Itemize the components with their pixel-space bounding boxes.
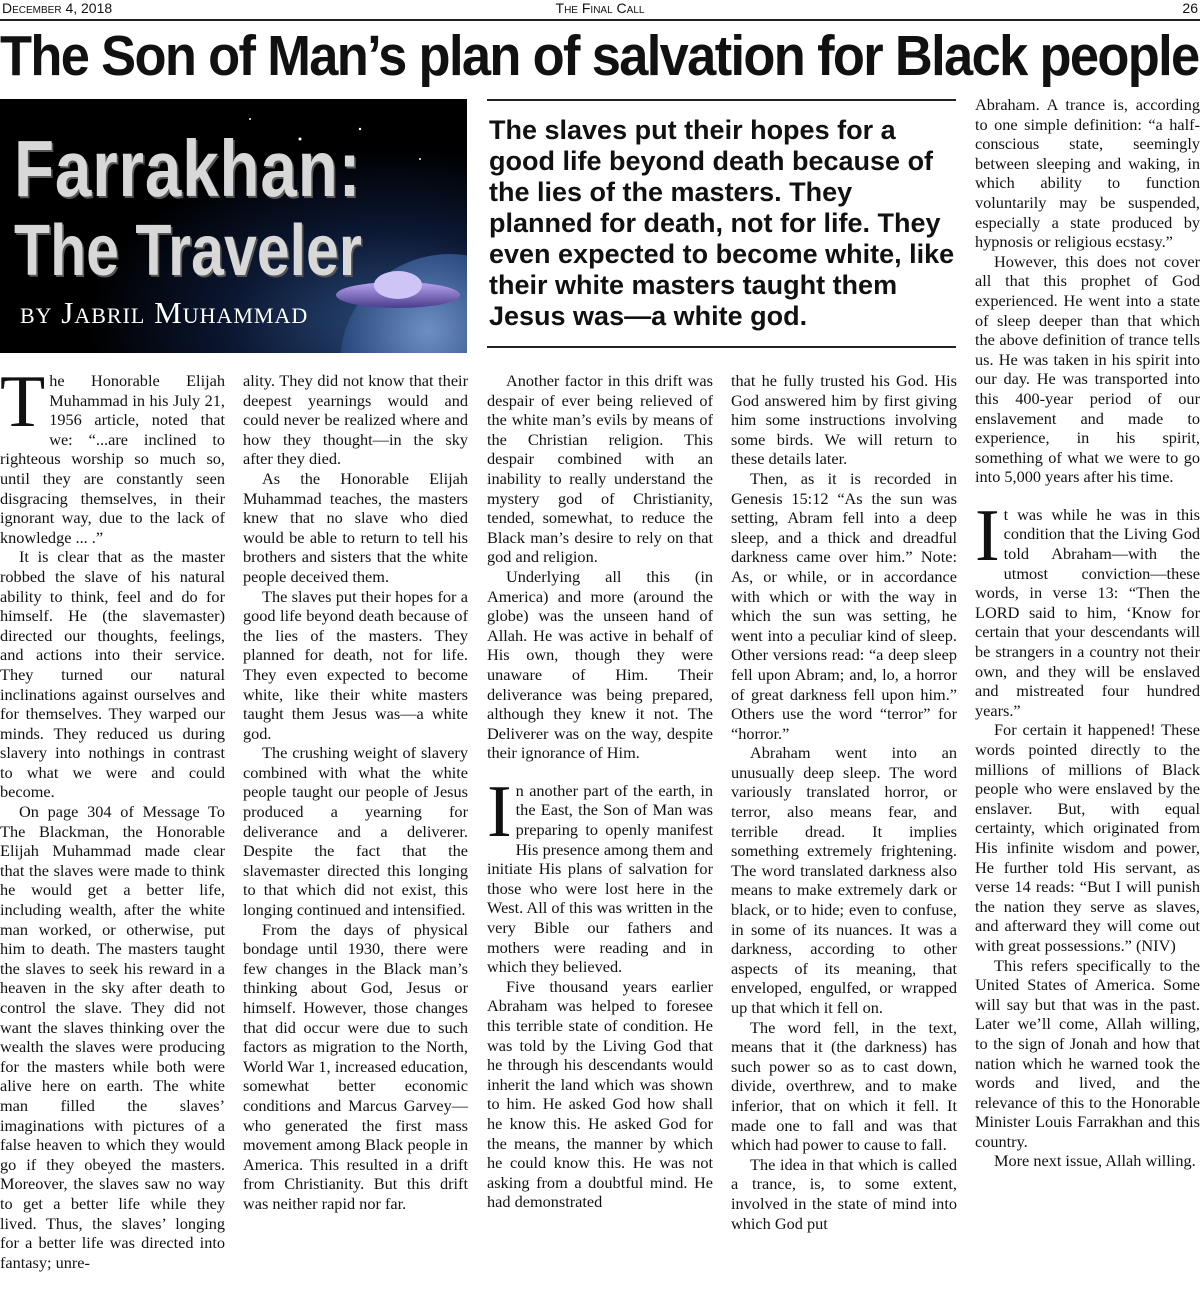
publication-name: The Final Call	[555, 0, 645, 16]
article-column-5	[975, 95, 1200, 1171]
article-paragraph	[243, 469, 468, 587]
article-paragraph	[975, 720, 1200, 955]
article-paragraph	[975, 95, 1200, 252]
article-column-2	[243, 371, 468, 1214]
article-paragraph	[975, 956, 1200, 1152]
article-column-1	[0, 361, 225, 1272]
article-column-4	[731, 371, 957, 1233]
article-paragraph	[243, 587, 468, 744]
article-paragraph	[487, 977, 713, 1212]
pull-quote	[487, 99, 956, 348]
article-paragraph	[487, 770, 713, 977]
paragraph-text: The crushing weight of slavery combined with what the white people taught our people of Jesus produced a yearning for deliverance and a deliverer. Despite the fact that the slavemaster directed this longing to that which did not exist, this longing continued and intensified.	[243, 743, 468, 920]
paragraph-text: The word fell, in the text, means that it (the darkness) has such power so as to cast down, divide, overthrew, and to make inferior, that on which it fell. It made one to fall and was that which had power to cause to fall.	[731, 1017, 957, 1155]
paragraph-text: ality. They did not know that their deepest yearnings would and could never be realized where and how they thought—in the sky after they died.	[243, 371, 468, 469]
paragraph-text: It is clear that as the master robbed the slave of his natural ability to think, feel and do for himself. He (the slavemaster) directed our thoughts, feelings, and actions into their service. They turned our natural inclinations against ourselves and for themselves. They warped our minds. They reduced us during slavery into nothings in contrast to what we were and could become.	[0, 547, 225, 802]
paragraph-text: Abraham went into an unusually deep sleep. The word variously translated horror, or terror, also means fear, and terrible dread. It implies something extremely frightening. The word translated darkness also means to make extremely dark or black, or to hide; even to confuse, in some of its nuances. It was a darkness, according to other aspects of its meaning, that enveloped, engulfed, or wrapped up that which it fell on.	[731, 743, 957, 1017]
article-paragraph	[243, 371, 468, 469]
article-paragraph	[487, 371, 713, 567]
paragraph-text: From the days of physical bondage until 1930, there were few changes in the Black man’s thinking about God, Jesus or himself. However, those changes that did occur were due to such factors as migration to the North, World War 1, increased education, somewhat better economic conditions and Marcus Garvey—who generated the first mass movement among Black people in America. This resulted in a drift from Christianity. But this drift was neither rapid nor far.	[243, 919, 468, 1213]
paragraph-text: Then, as it is recorded in Genesis 15:12 “As the sun was setting, Abram fell into a deep sleep, and a thick and dreadful darkness came over him.” Note: As, or while, or in accordance with which or with the way in which the sun was setting, he went into a peculiar kind of sleep. Other versions read: “a deep sleep fell upon Abram; and, lo, a horror of great darkness fell upon him.” Others use the word “terror” for “horror.”	[731, 468, 957, 743]
paragraph-text: The idea in that which is called a trance, is, to some extent, involved in the state of mind into which God put	[731, 1154, 957, 1233]
paragraph-text: he Honorable Elijah Muhammad in his July 21, 1956 article, noted that we: “...are inclined to righteous worship so much so, until they are constantly seen disgracing themselves, in their ignorant way, due to the lack of knowledge ... .”	[0, 371, 225, 547]
page-header	[0, 0, 1200, 21]
pull-quote-text: The slaves put their hopes for a good life beyond death because of the lies of the masters. They planned for death, not for life. They even expected to become white, like their white masters taught them Jesus was—a white god.	[489, 115, 955, 331]
article-paragraph	[975, 252, 1200, 487]
paragraph-text: For certain it happened! These words pointed directly to the millions of millions of Black people who were enslaved by the enslaver. But, with equal certainty, which originated from His infinite wisdom and power, He further told His servant, as verse 14 reads: “But I will punish the nation they serve as slaves, and afterward they will come out with great possessions.” (NIV)	[975, 720, 1200, 955]
drop-cap: T	[0, 361, 46, 443]
article-paragraph	[731, 743, 957, 1017]
article-paragraph	[487, 567, 713, 763]
paragraph-text: However, this does not cover all that this prophet of God experienced. He went into a state of sleep deeper than that which the above definition of trance tells us. He was taken in his spirit into our day. He was transported into this 400-year period of our enslavement and made to experience, in his spirit, something of what we were to go into 5,000 years after his time.	[975, 251, 1200, 487]
page-number: 26	[1182, 0, 1198, 16]
paragraph-text: that he fully trusted his God. His God answered him by first giving him some instructions involving some birds. We will return to these details later.	[731, 371, 957, 469]
paragraph-text: Underlying all this (in America) and more (around the globe) was the unseen hand of Allah. He was active in behalf of His own, though they were unaware of Him. Their deliverance was being prepared, although they knew it not. The Deliverer was on the way, despite their ignorance of Him.	[487, 566, 713, 763]
article-paragraph	[975, 494, 1200, 721]
banner-title-line2: The Traveler	[14, 211, 362, 291]
paragraph-text: As the Honorable Elijah Muhammad teaches, the masters knew that no slave who died would be able to return to tell his brothers and sisters that the white people deceived them.	[243, 468, 468, 586]
headline: The Son of Man’s plan of salvation for Black people	[0, 24, 1199, 88]
column-banner	[0, 99, 467, 353]
article-paragraph	[243, 920, 468, 1214]
article-paragraph	[731, 1155, 957, 1233]
paragraph-text: This refers specifically to the United States of America. Some will say but that was in the past. Later we’ll come, Allah willing, to the sign of Jonah and how that nation which he warned took the words and lived, and the relevance of this to the Honorable Minister Louis Farrakhan and this country.	[975, 955, 1200, 1151]
banner-title-line1: Farrakhan:	[14, 124, 362, 213]
paragraph-text: The slaves put their hopes for a good life beyond death because of the lies of the masters. They planned for death, not for life. They even expected to become white, like their white masters taught them Jesus was—a white god.	[243, 586, 468, 743]
article-paragraph	[731, 1018, 957, 1155]
paragraph-text: Another factor in this drift was despair of ever being relieved of the white man’s evils by means of the Christian religion. This despair combined with an inability to really understand the mystery god of Christianity, tended, somewhat, to reduce the Black man’s desire to rely on that god and religion.	[487, 371, 713, 567]
paragraph-text: On page 304 of Message To The Blackman, the Honorable Elijah Muhammad made clear that the slaves were made to think he would get a better life, including wealth, after the white man worked, or otherwise, put him to death. The masters taught the slaves to seek his reward in a heaven in the sky after death to control the slave. They did not want the slaves thinking over the wealth the slaves were producing for the masters while both were alive here on earth. The white man filled the slaves’ imaginations with pictures of a false heaven to which they would go if they obeyed the masters. Moreover, the slaves saw no way to get a better life while they lived. Thus, the slaves’ longing for a better life was directed into fantasy; unre-	[0, 802, 225, 1272]
drop-cap: I	[487, 770, 512, 853]
paragraph-text: t was while he was in this condition that the Living God told Abraham—with the utmost conviction—these words, in verse 13: “Then the LORD said to him, ‘Know for certain that your descendants will be strangers in a country not their own, and they will be enslaved and mistreated four hundred years.”	[975, 504, 1200, 720]
paragraph-text: Five thousand years earlier Abraham was helped to foresee this terrible state of condition. He was told by the Living God that he through his descendants would inherit the land which was shown to him. He asked God how shall he know this. He asked God for the means, the manner by which he could know this. He was not asking from a doubtful mind. He had demonstrated	[487, 976, 713, 1212]
article-paragraph	[0, 361, 225, 547]
paragraph-text: Abraham. A trance is, according to one simple definition: “a half-conscious state, seemingly between sleeping and waking, in which ability to function voluntarily may be suspended, especially a state produced by hypnosis or religious ecstasy.”	[975, 95, 1200, 252]
issue-date: December 4, 2018	[2, 0, 113, 16]
article-column-3	[487, 371, 713, 1212]
drop-cap: I	[975, 494, 1000, 577]
article-paragraph	[243, 743, 468, 919]
article-paragraph	[731, 469, 957, 743]
paragraph-text: n another part of the earth, in the East, the Son of Man was preparing to openly manifest His presence among them and initiate His plans of salvation for those who were lost here in the West. All of this was written in the very Bible our fathers and mothers were reading and in which they believed.	[487, 780, 713, 977]
article-paragraph	[975, 1151, 1200, 1171]
article-paragraph	[0, 802, 225, 1272]
banner-byline: by Jabril Muhammad	[20, 295, 309, 330]
paragraph-text: More next issue, Allah willing.	[994, 1151, 1196, 1171]
article-paragraph	[731, 371, 957, 469]
article-paragraph	[0, 547, 225, 802]
